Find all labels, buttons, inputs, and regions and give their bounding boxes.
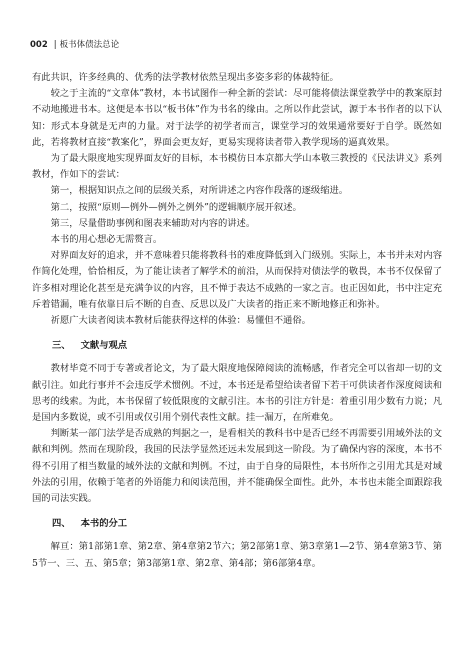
body-text [32,70,442,572]
paragraph: 对界面友好的追求，并不意味着只能将教科书的难度降低到入门级别。实际上，本书并未对内容作简化处理，恰恰相反，为了能让读者了解学术的前沿，从而保持对债法学的敬畏，本书不仅保留了许多相对理论化甚至是充满争议的内容，且不惮于表达不成熟的一家之言。也正因如此，书中注定充斥着错漏，唯有依靠日后不断的自查、反思以及广大读者的指正来不断地修正和弥补。 [32,250,442,310]
paragraph: 本书的用心想必无需赘言。 [50,234,163,246]
section-heading-3 [32,338,442,354]
paragraph: 较之于主流的“文章体”教材，本书试图作一种全新的尝试：尽可能将债法课堂教学中的教案原封不动地搬进书本。这便是本书以“板书体”作为书名的缘由。之所以作此尝试，源于本书作者的以下认知：形式本身就是无声的力量。对于法学的初学者而言，课堂学习的效果通常要好于自学。既然如此，若将教材直接“教案化”，界面会更友好，更易实现将读者带入教学现场的逼真效果。 [32,88,442,148]
section-number: 四、 [52,518,71,530]
paragraph: 判断某一部门法学是否成熟的判据之一，是看相关的教科书中是否已经不再需要引用域外法的文献和判例。然而在现阶段，我国的民法学显然还远未发展到这一阶段。为了确保内容的深度，本书不得不引用了相当数量的域外法的文献和判例。不过，由于自身的局限性，本书所作之引用尤其是对域外法的引用，依赖于笔者的外语能力和阅读范围，并不能确保全面性。此外，本书也未能全面跟踪我国的司法实践。 [32,428,442,505]
running-head [30,38,119,50]
header-separator: | [53,40,57,50]
paragraph: 有此共识，许多经典的、优秀的法学教材依然呈现出多姿多彩的体裁特征。 [32,72,339,83]
paragraph: 为了最大限度地实现界面友好的目标，本书模仿日本京都大学山本敬三教授的《民法讲义》系列教材，作如下的尝试： [32,153,442,181]
paragraph: 解亘：第1部第1章、第2章、第4章第2节六；第2部第1章、第3章第1—2节、第4章第3节、第5节一、三、五、第5章；第3部第1章、第2章、第4部；第6部第4章。 [32,541,442,569]
paragraph: 教材毕竟不同于专著或者论文，为了最大限度地保障阅读的流畅感，作者完全可以省却一切的文献引注。如此行事并不会违反学术惯例。不过，本书还是希望给读者留下若干可供读者作深度阅读和思考的线索。为此，本书保留了较低限度的文献引注。本书的引注方针是：着重引用少数有力说；凡是国内多数说，或不引用或仅引用个别代表性文献。挂一漏万，在所难免。 [32,363,442,424]
book-title: 板书体债法总论 [59,40,120,50]
paragraph: 祈愿广大读者阅读本教材后能获得这样的体验：易懂但不通俗。 [50,315,311,327]
paragraph: 第三，尽量借助事例和图表来辅助对内容的讲述。 [50,217,256,229]
paragraph: 第二，按照“原则—例外—例外之例外”的逻辑顺序展开叙述。 [50,201,302,213]
section-heading-4 [32,516,442,532]
paragraph: 第一，根据知识点之间的层级关系，对所讲述之内容作段落的逐级缩进。 [50,185,349,197]
section-title: 文献与观点 [80,340,128,352]
page-number: 002 [30,40,48,50]
section-number: 三、 [52,340,71,352]
section-title: 本书的分工 [80,518,128,530]
